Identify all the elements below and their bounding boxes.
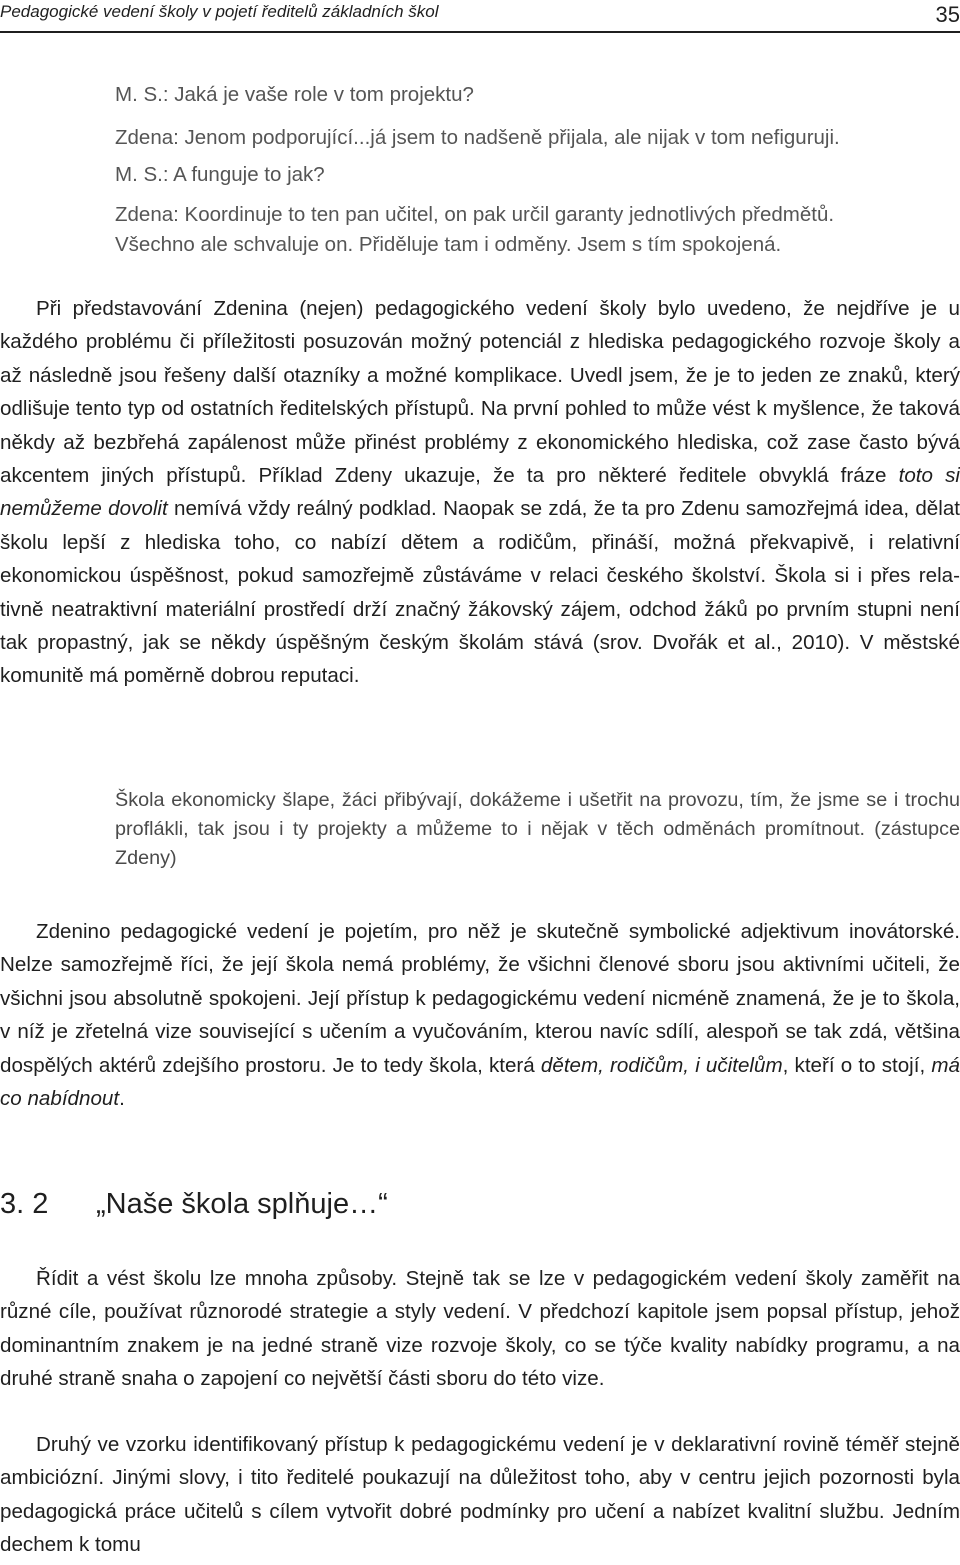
interview-line: Zdena: Koordinuje to ten pan učitel, on pak určil garanty jednotlivých předmětů. (115, 203, 835, 226)
section-number: 3. 2 (0, 1188, 49, 1220)
interview-line: M. S.: Jaká je vaše role v tom projektu? (115, 83, 474, 106)
interview-line: Zdena: Jenom podporující...já jsem to nadšeně přijala, ale nijak v tom nefiguruji. (115, 126, 840, 149)
italic-phrase: dětem, rodičům, i učitelům (540, 1053, 783, 1077)
paragraph-4 (0, 1428, 960, 1562)
block-quote (115, 786, 960, 873)
page-number: 35 (935, 2, 960, 27)
italic-phrase: toto si nemůžeme dovolit (0, 464, 960, 521)
paragraph-text: Druhý ve vzorku identifikovaný přístup k pedagogickému vedení je v deklarativní rovině téměř stejně ambiciózní. Jinými slovy, i tito ředitelé poukazují na důležitost toho, aby v centru jejich pozornosti byla pedagogická práce učitelů s cílem vytvořit dobré podmínky pro učení a nabízet kvalitní službu. Jedním dechem k tomu (0, 1433, 960, 1557)
interview-line: Všechno ale schvaluje on. Přiděluje tam i odměny. Jsem s tím spokojená. (115, 233, 782, 256)
italic-phrase: má co nabídnout (0, 1053, 960, 1111)
running-title: Pedagogické vedení školy v pojetí ředitelů základních škol (0, 2, 439, 21)
paragraph-3 (0, 1262, 960, 1396)
section-heading (0, 1188, 388, 1221)
interview-line: M. S.: A funguje to jak? (115, 163, 325, 186)
paragraph-text: . (119, 1087, 125, 1111)
paragraph-text: Zdenino pedagogické vedení je pojetím, pro něž je skutečně symbolické adjektivum inovátorské. Nelze samozřejmě říci, že její škola nemá problémy, že všichni členové sboru jsou aktivními učiteli, že všichni jsou absolutně spokojeni. Její přístup k pedagogickému vedení nicméně znamená, že je to škola, v níž je zřetelná vize související s učením a vyučováním, kterou navíc sdílí, alespoň se tak zdá, většina dospělých aktérů zdejšího prostoru. Je to tedy škola, která (0, 920, 960, 1077)
interview-excerpt (115, 80, 960, 260)
running-header (0, 0, 960, 32)
paragraph-text: nemívá vždy reálný podklad. Naopak se zdá, že ta pro Zdenu samozřejmá idea, dělat školu lepší z hlediska toho, co nabízí dětem a rodičům, přináší, možná překvapivě, i relativní ekonomickou úspěšnost, pokud samozřejmě zůstáváme v relaci českého školství. Škola si i přes relativně neatraktivní materiální prostředí drží značný žákovský zájem, odchod žáků po prvním stupni není tak propastný, jak se někdy úspěšným českým školám stává (srov. Dvořák et al., 2010). V městské komunitě má poměrně dobrou reputaci. (0, 497, 960, 688)
header-rule (0, 31, 960, 33)
paragraph-2 (0, 915, 960, 1115)
quote-text: Škola ekonomicky šlape, žáci přibývají, dokážeme i ušetřit na provozu, tím, že jsme se i trochu proflákli, tak jsou i ty projekty a můžeme to i nějak v těch odměnách promítnout. (zástupce Zdeny) (115, 789, 960, 869)
paragraph-text: Řídit a vést školu lze mnoha způsoby. Stejně tak se lze v pedagogickém vedení školy zaměřit na různé cíle, používat různorodé strategie a styly vedení. V předchozí kapitole jsem popsal přístup, jehož dominantním znakem je na jedné straně vize rozvoje školy, co se týče kvality nabídky programu, a na druhé straně snaha o zapojení co největší části sboru do této vize. (0, 1267, 960, 1391)
section-title: „Naše škola splňuje…“ (96, 1188, 388, 1220)
paragraph-1 (0, 292, 960, 693)
paragraph-text: , kteří o to stojí, (782, 1053, 932, 1077)
paragraph-text: Při představování Zdenina (nejen) pedagogického vedení školy bylo uvedeno, že nejdříve je u každého problému či příležitosti posuzován možný potenciál z hlediska pedagogického rozvoje školy a až následně jsou řešeny další otazníky a možné komplikace. Uvedl jsem, že je to jeden ze znaků, který odlišuje tento typ od ostatních ředitelských přístupů. Na první pohled to může vést k myšlence, že taková někdy až bezbřehá zapálenost může přinést problémy z ekonomického hlediska, což zase často bývá akcentem jiných přístupů. Příklad Zdeny ukazuje, že ta pro některé ředitele obvyklá fráze (0, 297, 960, 488)
